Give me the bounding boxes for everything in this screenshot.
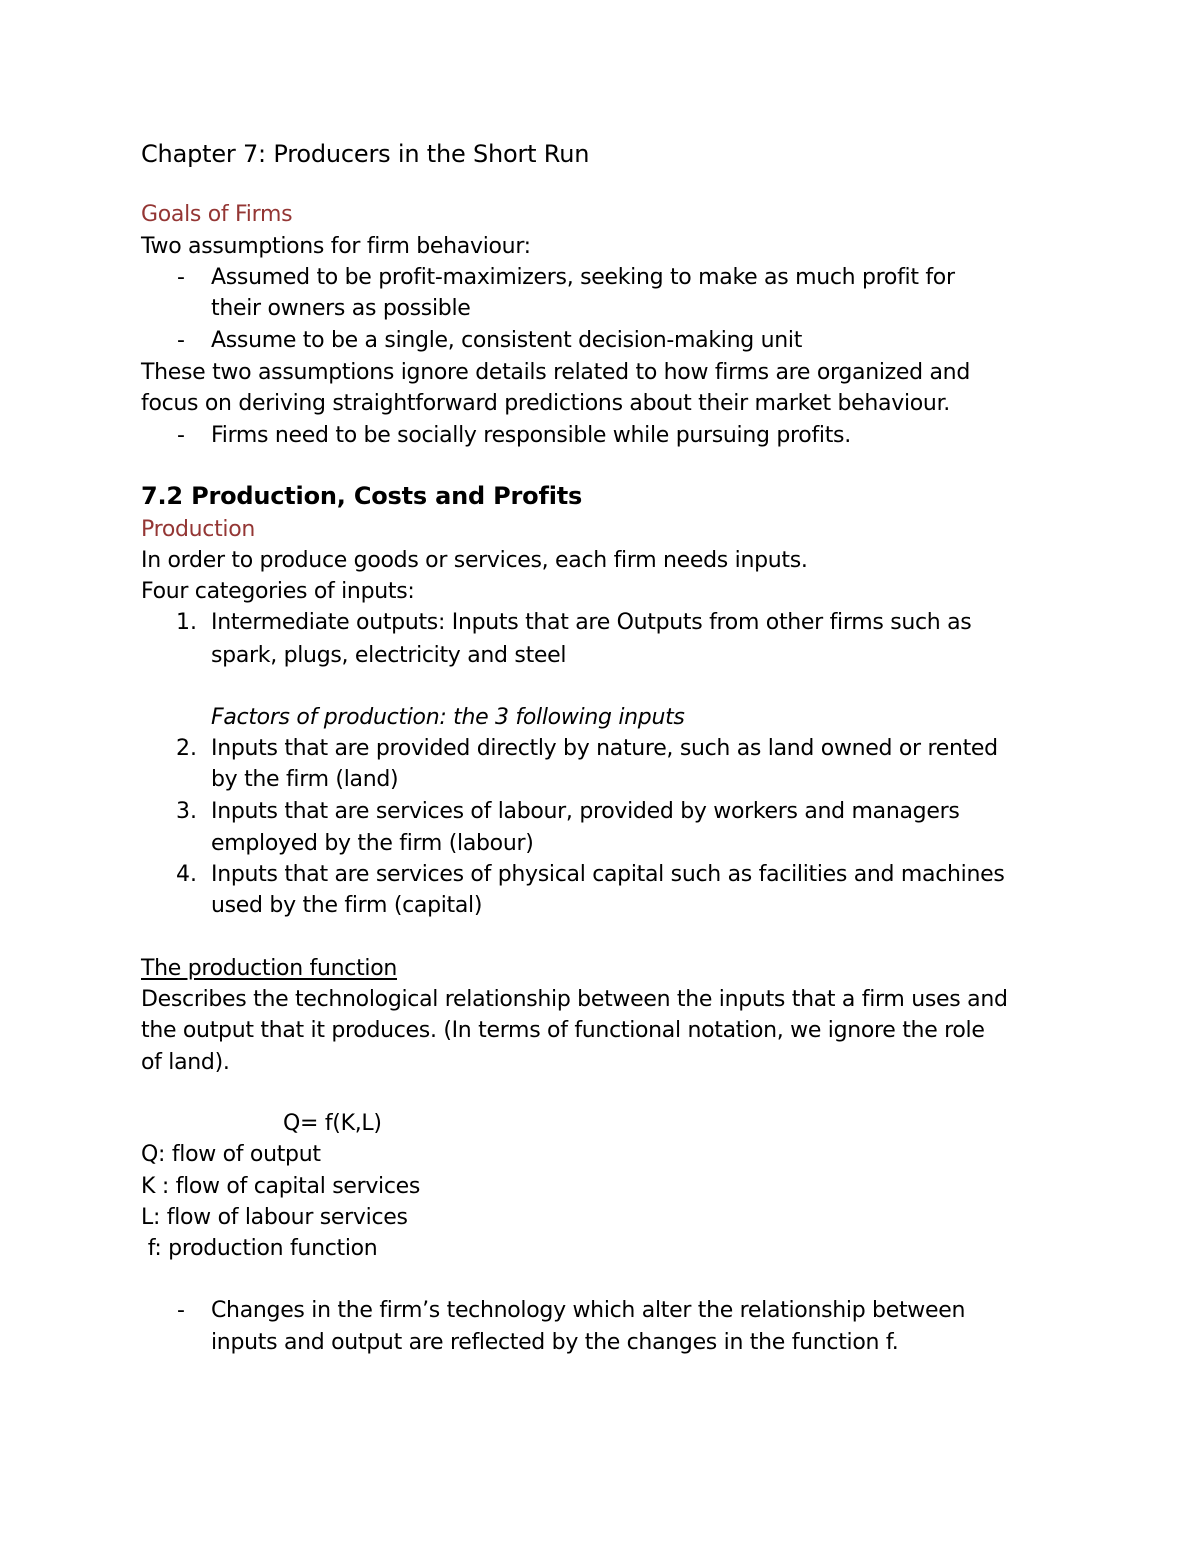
goals-para-line2: focus on deriving straightforward predictions about their market behaviour. — [141, 391, 950, 416]
list-item-1-line2: spark, plugs, electricity and steel — [211, 643, 567, 668]
goals-intro: Two assumptions for firm behaviour: — [141, 234, 531, 259]
list-item-2-line2: by the firm (land) — [211, 767, 399, 792]
bullet-dash: - — [177, 328, 185, 353]
list-item-1-line1: Intermediate outputs: Inputs that are Outputs from other firms such as — [211, 610, 972, 635]
list-marker: 2. — [176, 736, 197, 761]
list-item-4-line1: Inputs that are services of physical capital such as facilities and machines — [211, 862, 1005, 887]
bullet-dash: - — [177, 265, 185, 290]
list-marker: 1. — [176, 610, 197, 635]
definition-q: Q: flow of output — [141, 1142, 321, 1167]
definition-l: L: flow of labour services — [141, 1205, 408, 1230]
goals-bullet2: Assume to be a single, consistent decision-making unit — [211, 328, 803, 353]
chapter-title: Chapter 7: Producers in the Short Run — [141, 140, 590, 168]
pf-desc-line1: Describes the technological relationship between the inputs that a firm uses and — [141, 987, 1008, 1012]
bullet-dash: - — [177, 423, 185, 448]
definition-k: K : flow of capital services — [141, 1174, 421, 1199]
definition-f: f: production function — [141, 1236, 378, 1261]
list-item-2-line1: Inputs that are provided directly by nature, such as land owned or rented — [211, 736, 998, 761]
equation: Q= f(K,L) — [283, 1111, 382, 1136]
pf-desc-line2: the output that it produces. (In terms of functional notation, we ignore the role — [141, 1018, 985, 1043]
goals-bullet1-line1: Assumed to be profit-maximizers, seeking to make as much profit for — [211, 265, 955, 290]
pf-bullet-line1: Changes in the firm’s technology which alter the relationship between — [211, 1298, 966, 1323]
list-item-3-line2: employed by the firm (labour) — [211, 831, 534, 856]
factors-note: Factors of production: the 3 following inputs — [211, 705, 685, 730]
production-line1: In order to produce goods or services, each firm needs inputs. — [141, 548, 808, 573]
section-heading: 7.2 Production, Costs and Profits — [141, 482, 583, 510]
production-function-heading: The production function — [141, 956, 398, 981]
list-marker: 3. — [176, 799, 197, 824]
pf-desc-line3: of land). — [141, 1050, 230, 1075]
goals-bullet1-line2: their owners as possible — [211, 296, 471, 321]
list-item-4-line2: used by the firm (capital) — [211, 893, 483, 918]
goals-heading: Goals of Firms — [141, 202, 293, 227]
bullet-dash: - — [177, 1298, 185, 1323]
goals-bullet3: Firms need to be socially responsible while pursuing profits. — [211, 423, 851, 448]
list-item-3-line1: Inputs that are services of labour, provided by workers and managers — [211, 799, 960, 824]
list-marker: 4. — [176, 862, 197, 887]
production-subheading: Production — [141, 517, 256, 542]
production-line2: Four categories of inputs: — [141, 579, 415, 604]
pf-bullet-line2: inputs and output are reflected by the changes in the function f. — [211, 1330, 899, 1355]
goals-para-line1: These two assumptions ignore details related to how firms are organized and — [141, 360, 970, 385]
